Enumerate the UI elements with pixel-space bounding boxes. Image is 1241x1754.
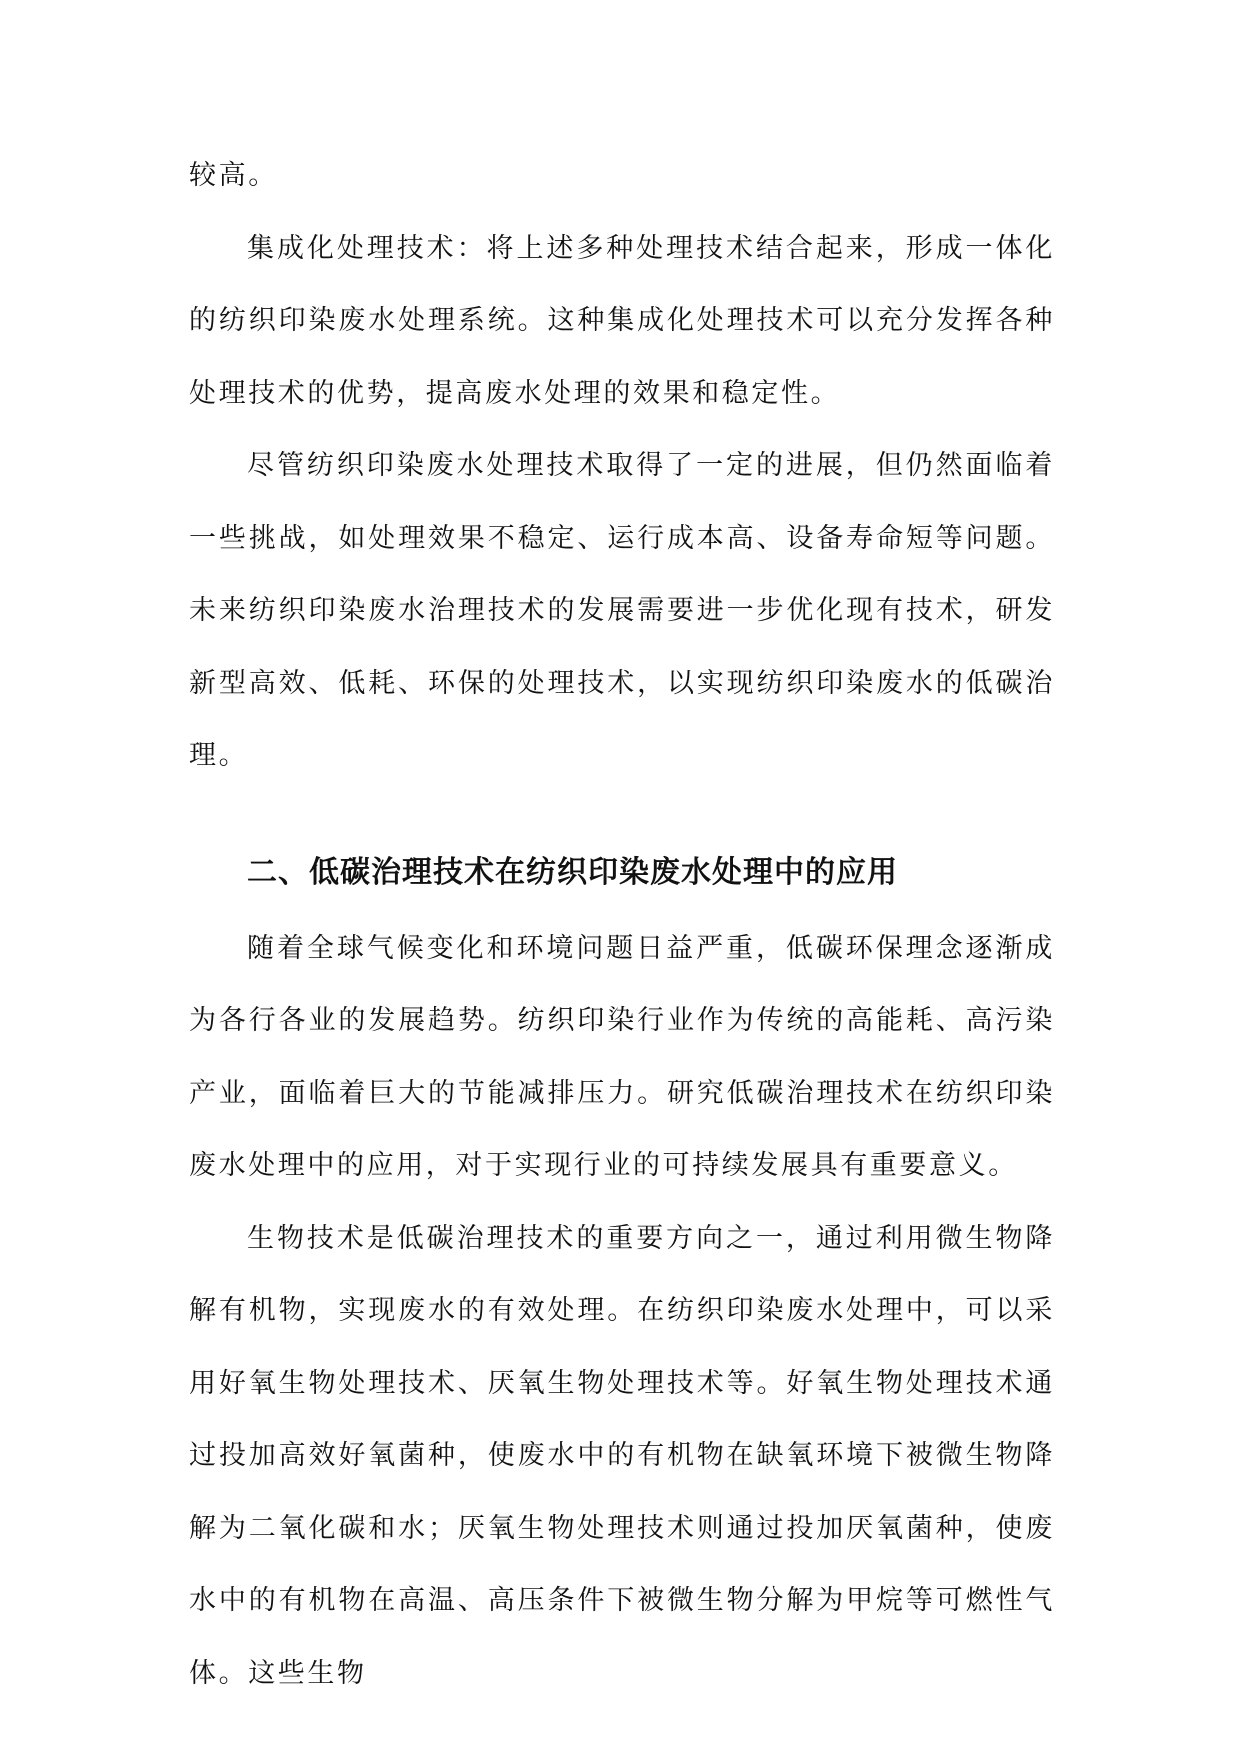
paragraph-low-carbon-trend: 随着全球气候变化和环境问题日益严重，低碳环保理念逐渐成为各行各业的发展趋势。纺织印染行业作为传统的高能耗、高污染产业，面临着巨大的节能减排压力。研究低碳治理技术在纺织印染废水处理中的应用，对于实现行业的可持续发展具有重要意义。 [189, 932, 1055, 1181]
section-heading: 二、低碳治理技术在纺织印染废水处理中的应用 [247, 854, 898, 890]
paragraph-challenges: 尽管纺织印染废水处理技术取得了一定的进展，但仍然面临着一些挑战，如处理效果不稳定、运行成本高、设备寿命短等问题。未来纺织印染废水治理技术的发展需要进一步优化现有技术，研发新型高效、低耗、环保的处理技术，以实现纺织印染废水的低碳治理。 [189, 450, 1055, 771]
document-page [189, 140, 1055, 1710]
paragraph-biotechnology: 生物技术是低碳治理技术的重要方向之一，通过利用微生物降解有机物，实现废水的有效处理。在纺织印染废水处理中，可以采用好氧生物处理技术、厌氧生物处理技术等。好氧生物处理技术通过投加高效好氧菌种，使废水中的有机物在缺氧环境下被微生物降解为二氧化碳和水；厌氧生物处理技术则通过投加厌氧菌种，使废水中的有机物在高温、高压条件下被微生物分解为甲烷等可燃性气体。这些生物 [189, 1222, 1055, 1689]
paragraph-continuation: 较高。 [189, 160, 278, 191]
paragraph-integrated-treatment: 集成化处理技术：将上述多种处理技术结合起来，形成一体化的纺织印染废水处理系统。这种集成化处理技术可以充分发挥各种处理技术的优势，提高废水处理的效果和稳定性。 [189, 232, 1055, 409]
